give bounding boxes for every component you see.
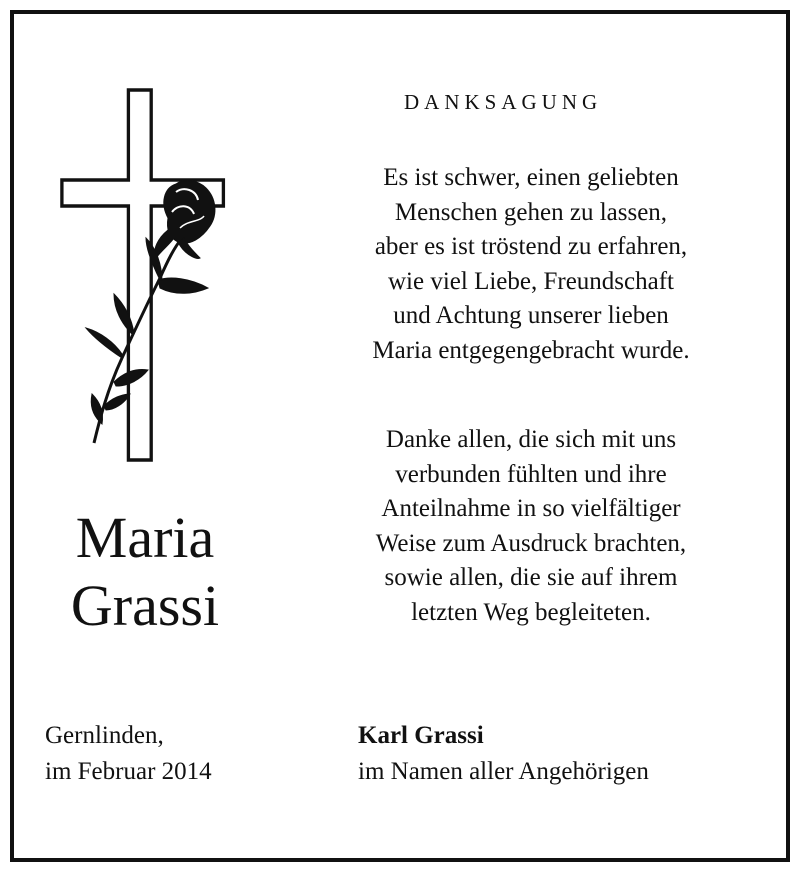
text-line: aber es ist tröstend zu erfahren, — [374, 233, 688, 260]
gratitude-paragraph-1 — [300, 161, 762, 368]
signer-name: Karl Grassi — [358, 722, 484, 749]
text-line: Menschen gehen zu lassen, — [394, 198, 668, 226]
text-line: Anteilnahme in so vielfältiger — [381, 495, 681, 522]
place-and-date — [45, 718, 212, 790]
heading-danksagung: DANKSAGUNG — [404, 90, 603, 114]
deceased-last-name: Grassi — [70, 573, 220, 638]
signature-block — [358, 718, 649, 790]
text-line: Danke allen, die sich mit uns — [385, 426, 677, 453]
text-line: Es ist schwer, einen geliebten — [383, 164, 679, 191]
text-line: und Achtung unserer lieben — [393, 302, 669, 329]
text-line: Maria entgegengebracht wurde. — [372, 336, 690, 364]
date-line: im Februar 2014 — [45, 758, 212, 785]
text-line: wie viel Liebe, Freundschaft — [387, 267, 674, 295]
gratitude-paragraph-2 — [300, 423, 762, 630]
signer-note: im Namen aller Angehörigen — [358, 758, 649, 785]
deceased-first-name: Maria — [75, 505, 215, 570]
text-line: verbunden fühlten und ihre — [395, 460, 667, 488]
place-line: Gernlinden, — [45, 722, 164, 749]
cross-icon — [62, 90, 224, 460]
cross-with-rose-icon — [60, 88, 230, 468]
text-line: Weise zum Ausdruck brachten, — [375, 529, 687, 557]
text-line: letzten Weg begleiteten. — [411, 598, 651, 626]
text-line: sowie allen, die sie auf ihrem — [384, 564, 678, 591]
